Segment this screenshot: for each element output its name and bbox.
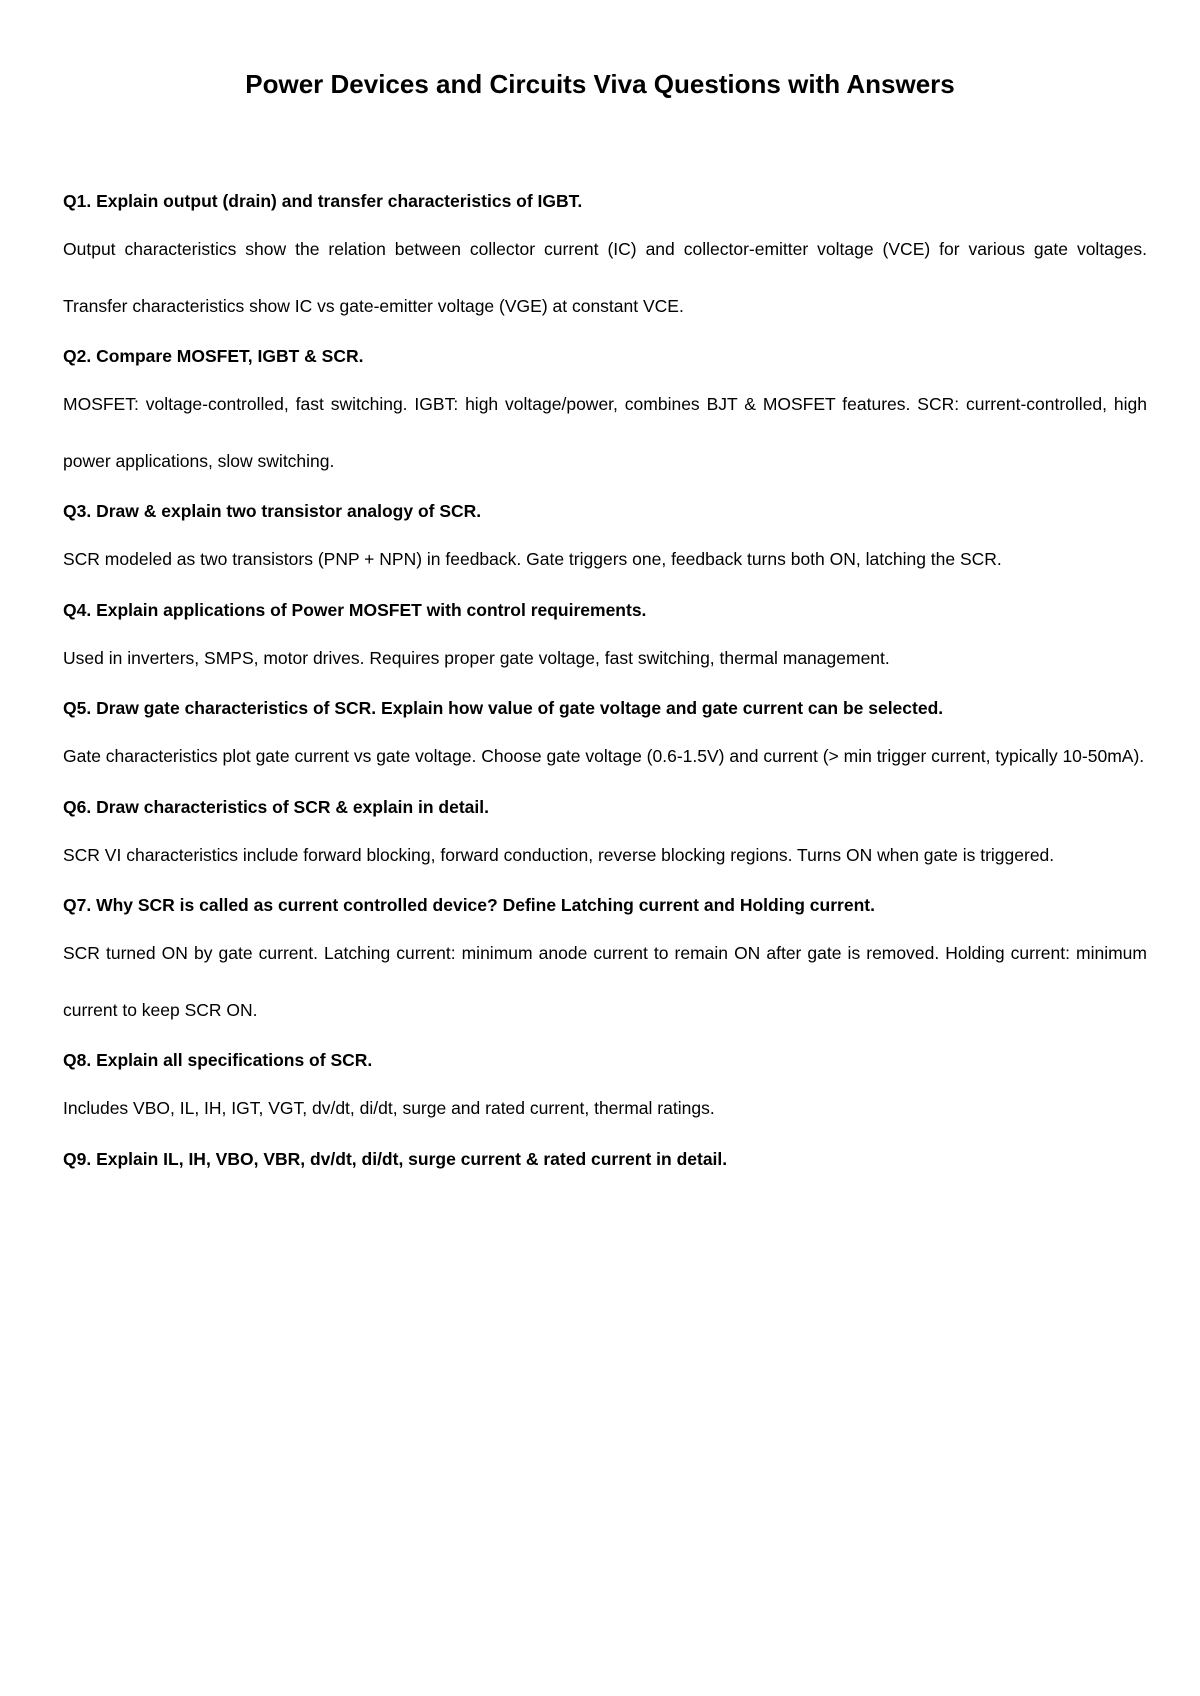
answer-6: SCR VI characteristics include forward blocking, forward conduction, reverse blocking regions. Turns ON when gate is triggered. [63, 844, 1055, 865]
question-6: Q6. Draw characteristics of SCR & explain in detail. [63, 796, 489, 817]
question-9: Q9. Explain IL, IH, VBO, VBR, dv/dt, di/dt, surge current & rated current in detail. [63, 1148, 728, 1169]
question-1: Q1. Explain output (drain) and transfer characteristics of IGBT. [63, 191, 583, 211]
answer-5: Gate characteristics plot gate current vs gate voltage. Choose gate voltage (0.6-1.5V) and current (> min trigger current, typically 10-50mA). [63, 746, 1145, 766]
answer-7: SCR turned ON by gate current. Latching current: minimum anode current to remain ON after gate is removed. Holding current: minimum current to keep SCR ON. [63, 943, 1147, 1020]
qa-item-3 [63, 495, 1147, 588]
answer-2: MOSFET: voltage-controlled, fast switching. IGBT: high voltage/power, combines BJT & MOSFET features. SCR: current-controlled, high power applications, slow switching. [63, 394, 1147, 471]
qa-item-1 [63, 185, 1147, 334]
answer-1: Output characteristics show the relation between collector current (IC) and collector-emitter voltage (VCE) for various gate voltages. Transfer characteristics show IC vs gate-emitter voltage (VGE) at constant VCE. [63, 239, 1147, 316]
question-8: Q8. Explain all specifications of SCR. [63, 1050, 373, 1070]
question-3: Q3. Draw & explain two transistor analogy of SCR. [63, 501, 482, 521]
qa-item-8 [63, 1044, 1147, 1137]
question-2: Q2. Compare MOSFET, IGBT & SCR. [63, 346, 364, 366]
answer-8: Includes VBO, IL, IH, IGT, VGT, dv/dt, di/dt, surge and rated current, thermal ratings. [63, 1098, 715, 1118]
qa-item-7 [63, 889, 1147, 1038]
answer-3: SCR modeled as two transistors (PNP + NPN) in feedback. Gate triggers one, feedback turns both ON, latching the SCR. [63, 549, 1002, 569]
question-7: Q7. Why SCR is called as current controlled device? Define Latching current and Holding current. [63, 895, 875, 915]
qa-item-9 [63, 1143, 1147, 1175]
question-4: Q4. Explain applications of Power MOSFET with control requirements. [63, 599, 647, 620]
qa-item-2 [63, 340, 1147, 489]
answer-4: Used in inverters, SMPS, motor drives. Requires proper gate voltage, fast switching, thermal management. [63, 647, 890, 668]
qa-list [63, 185, 1147, 1175]
document-title: Power Devices and Circuits Viva Questions with Answers [245, 69, 955, 99]
qa-item-4 [63, 594, 1147, 687]
question-5: Q5. Draw gate characteristics of SCR. Explain how value of gate voltage and gate current can be selected. [63, 698, 944, 718]
qa-item-6 [63, 791, 1147, 884]
qa-item-5 [63, 692, 1147, 785]
